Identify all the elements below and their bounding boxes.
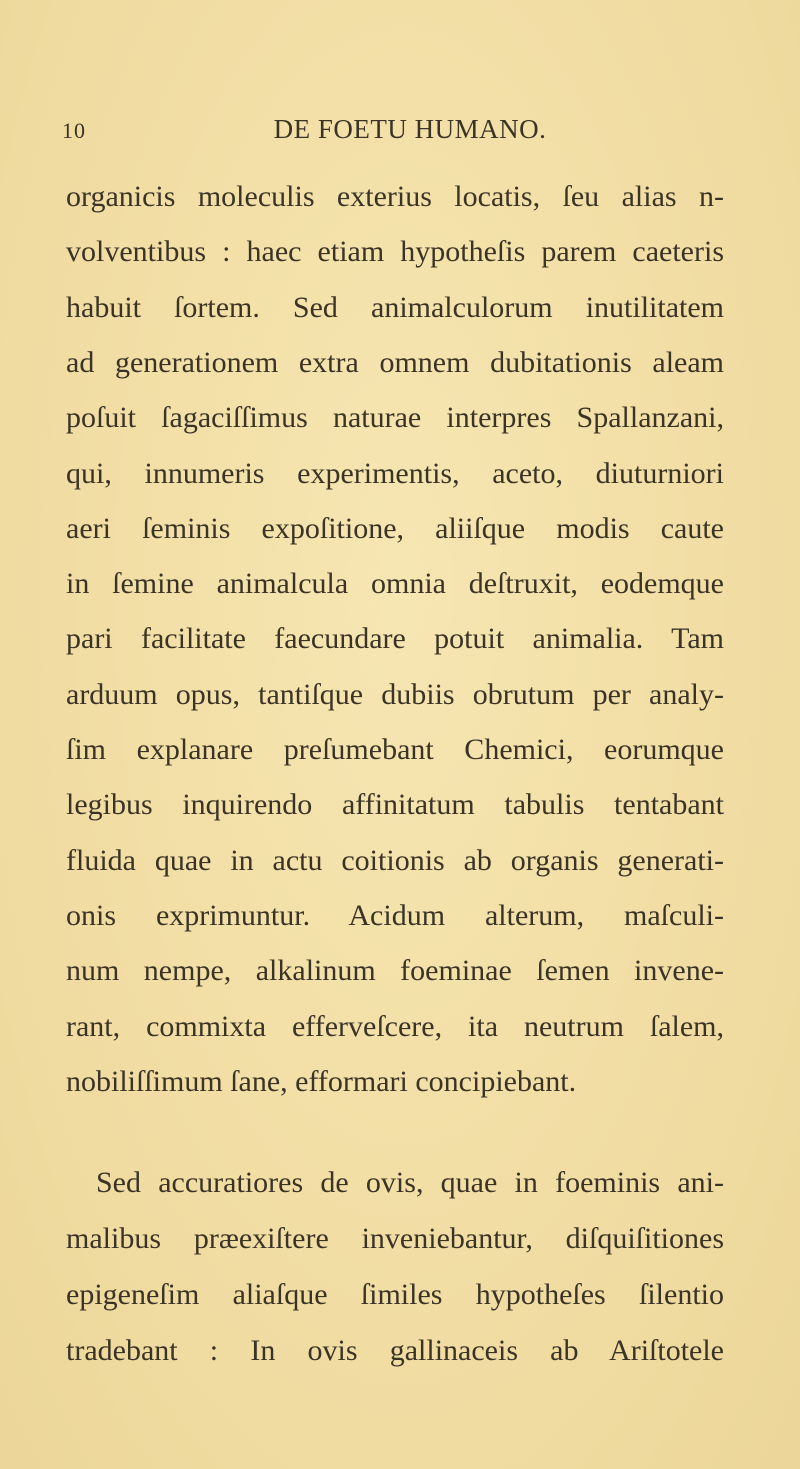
text-line: pari facilitate faecundare potuit animalia. Tam <box>66 622 724 656</box>
text-line: legibus inquirendo affinitatum tabulis tentabant <box>66 788 724 822</box>
text-line: rant, commixta effervеſcere, ita neutrum ſalem, <box>66 1009 724 1043</box>
text-line: num nempe, alkalinum foeminae ſemen invene- <box>66 954 724 988</box>
text-line: organicis moleculis exterius locatis, ſeu alias n- <box>66 180 724 213</box>
text-line: habuit ſortem. Sed animalculorum inutilitatem <box>66 290 724 324</box>
text-line: fluida quae in actu coitionis ab organis generati- <box>66 843 724 877</box>
page-number: 10 <box>62 118 86 143</box>
text-line: in ſemine animalcula omnia deſtruxit, eodemque <box>66 567 724 601</box>
text-line: epigeneſim aliaſque ſimiles hypotheſes ſilentio <box>66 1278 724 1311</box>
running-title: DE FOETU HUMANO. <box>273 114 547 144</box>
text-line: malibus præexiſtere inveniebantur, diſquiſitiones <box>66 1222 724 1255</box>
text-line: aeri ſeminis expoſitione, aliiſque modis caute <box>66 511 724 545</box>
text-line: ad generationem extra omnem dubitationis aleam <box>66 345 724 379</box>
text-line: poſuit ſagaciſſimus naturae interpres Spallanzani, <box>66 401 724 435</box>
text-line: Sed accuratiores de ovis, quae in foeminis ani- <box>96 1166 724 1199</box>
text-line: ſim explanare preſumebant Chemici, eorumque <box>66 733 724 766</box>
text-line: qui, innumeris experimentis, aceto, diuturniori <box>66 456 724 490</box>
text-line: volventibus : haec etiam hypotheſis parem caeteris <box>66 235 724 269</box>
text-line: onis exprimuntur. Acidum alterum, maſculi- <box>66 898 724 932</box>
text-line: tradebant : In ovis gallinaceis ab Ariſtotele <box>66 1334 724 1367</box>
text-line: nobiliſſimum ſane, efformari concipiebant. <box>66 1064 577 1098</box>
text-line: arduum opus, tantiſque dubiis obrutum per analy- <box>66 677 724 711</box>
